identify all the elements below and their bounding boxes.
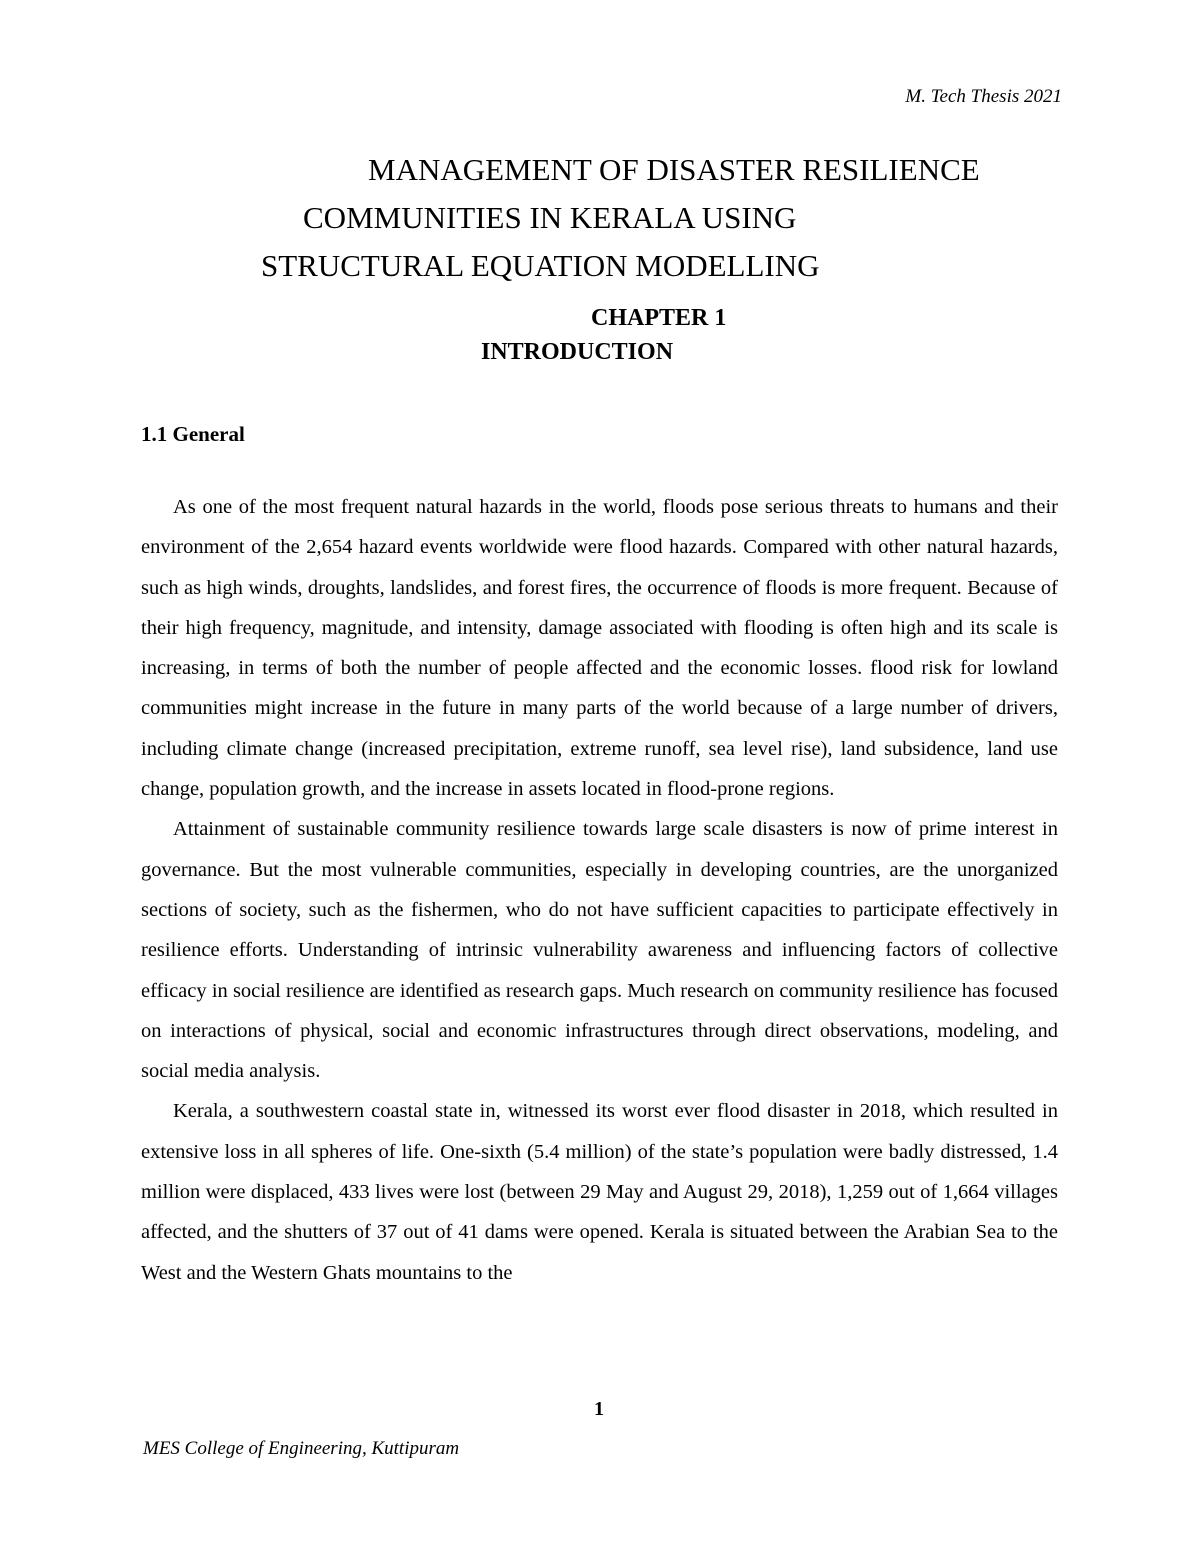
section-body: [141, 487, 1058, 1293]
page-number: 1: [594, 1398, 604, 1420]
thesis-title-line-1: MANAGEMENT OF DISASTER RESILIENCE: [368, 152, 980, 187]
section-heading: 1.1 General: [141, 422, 245, 446]
thesis-title-line-3: STRUCTURAL EQUATION MODELLING: [261, 248, 820, 283]
chapter-title: INTRODUCTION: [481, 339, 674, 365]
paragraph-1: As one of the most frequent natural hazards in the world, floods pose serious threats to humans and their environment of the 2,654 hazard events worldwide were flood hazards. Compared with other natural hazards, such as high winds, droughts, landslides, and forest fires, the occurrence of floods is more frequent. Because of their high frequency, magnitude, and intensity, damage associated with flooding is often high and its scale is increasing, in terms of both the number of people affected and the economic losses. flood risk for lowland communities might increase in the future in many parts of the world because of a large number of drivers, including climate change (increased precipitation, extreme runoff, sea level rise), land subsidence, land use change, population growth, and the increase in assets located in flood-prone regions.: [141, 496, 1058, 801]
running-header: M. Tech Thesis 2021: [905, 86, 1062, 107]
chapter-number: CHAPTER 1: [591, 305, 727, 331]
running-footer: MES College of Engineering, Kuttipuram: [143, 1438, 460, 1459]
paragraph-2: Attainment of sustainable community resilience towards large scale disasters is now of prime interest in governance. But the most vulnerable communities, especially in developing countries, are the unorganized sections of society, such as the fishermen, who do not have sufficient capacities to participate effectively in resilience efforts. Understanding of intrinsic vulnerability awareness and influencing factors of collective efficacy in social resilience are identified as research gaps. Much research on community resilience has focused on interactions of physical, social and economic infrastructures through direct observations, modeling, and social media analysis.: [141, 818, 1058, 1083]
thesis-title-line-2: COMMUNITIES IN KERALA USING: [303, 200, 797, 235]
paragraph-3: Kerala, a southwestern coastal state in, witnessed its worst ever flood disaster in 2018, which resulted in extensive loss in all spheres of life. One-sixth (5.4 million) of the state’s population were badly distressed, 1.4 million were displaced, 433 lives were lost (between 29 May and August 29, 2018), 1,259 out of 1,664 villages affected, and the shutters of 37 out of 41 dams were opened. Kerala is situated between the Arabian Sea to the West and the Western Ghats mountains to the: [141, 1100, 1058, 1284]
